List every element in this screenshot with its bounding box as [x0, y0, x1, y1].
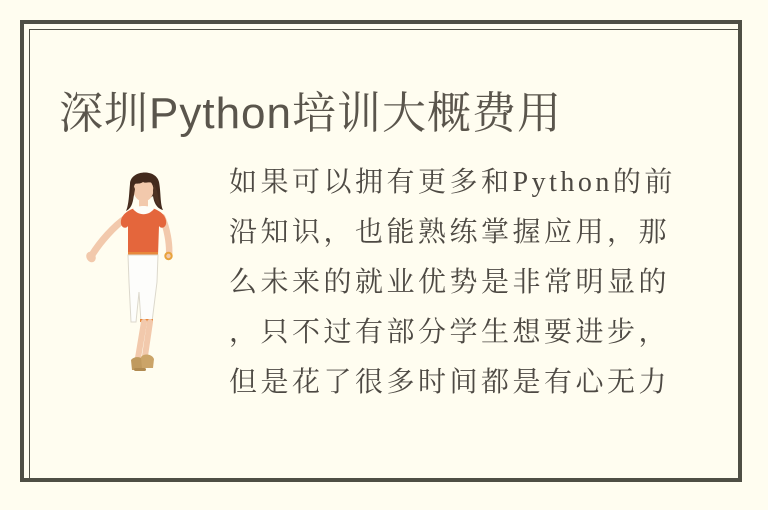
body-paragraph	[229, 158, 681, 408]
page-title: 深圳Python培训大概费用	[59, 89, 562, 139]
body-line-2: 沿知识，也能熟练掌握应用，那	[229, 217, 671, 248]
woman-model-illustration	[84, 164, 180, 394]
body-line-4: ，只不过有部分学生想要进步，	[229, 317, 671, 348]
body-line-3: 么未来的就业优势是非常明显的	[229, 267, 671, 298]
body-line-1: 如果可以拥有更多和Python的前	[229, 167, 676, 198]
body-line-5: 但是花了很多时间都是有心无力	[229, 367, 671, 398]
woman-figure-icon	[84, 164, 180, 394]
